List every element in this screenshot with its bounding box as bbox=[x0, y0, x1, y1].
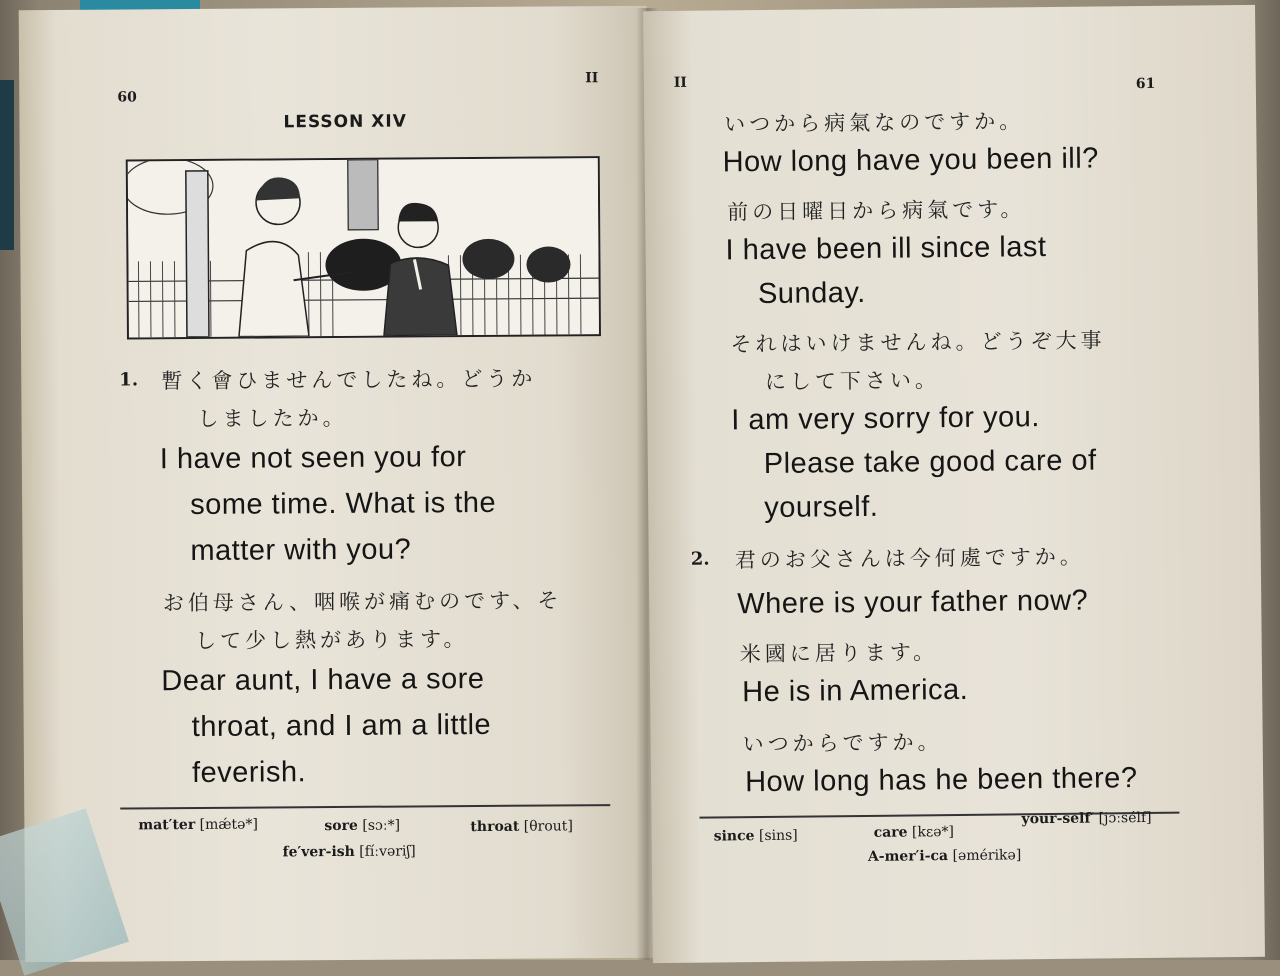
japanese-text: いつからですか。 bbox=[742, 730, 943, 757]
english-text: yourself. bbox=[764, 490, 879, 524]
lesson-title: LESSON XIV bbox=[283, 111, 407, 133]
vocab-entry: mat′ter [mǽtə*] bbox=[138, 816, 258, 834]
english-text: throat, and I am a little bbox=[191, 708, 492, 744]
japanese-text: 暫く會ひませんでしたね。どうか bbox=[161, 366, 537, 394]
section-marker: II bbox=[585, 70, 599, 87]
vocab-entry: your-self′ [jɔːsélf] bbox=[1021, 809, 1152, 828]
english-text: He is in America. bbox=[742, 673, 969, 709]
english-text: some time. What is the bbox=[190, 486, 497, 522]
japanese-text: して少し熱があります。 bbox=[195, 627, 469, 653]
japanese-text: いつから病氣なのですか。 bbox=[724, 109, 1025, 137]
japanese-text: 君のお父さんは今何處ですか。 bbox=[734, 544, 1085, 573]
english-text: Where is your father now? bbox=[737, 584, 1089, 621]
english-text: I have been ill since last bbox=[725, 231, 1047, 267]
japanese-text: 前の日曜日から病氣です。 bbox=[727, 197, 1026, 225]
page-number: 61 bbox=[1135, 75, 1156, 93]
english-text: I am very sorry for you. bbox=[731, 401, 1040, 437]
english-text: feverish. bbox=[191, 756, 307, 790]
japanese-text: 米國に居ります。 bbox=[739, 640, 939, 667]
vocab-entry: A-mer′i-ca [əmérikə] bbox=[867, 847, 1022, 865]
english-text: I have not seen you for bbox=[159, 441, 467, 476]
japanese-text: お伯母さん、咽喉が痛むのです、そ bbox=[162, 588, 563, 616]
cover-edge bbox=[0, 80, 14, 250]
divider bbox=[120, 804, 610, 809]
right-page bbox=[643, 5, 1265, 963]
english-text: How long have you been ill? bbox=[722, 142, 1100, 179]
vocab-entry: since [sins] bbox=[713, 827, 798, 845]
japanese-text: それはいけませんね。どうぞ大事 bbox=[730, 328, 1106, 357]
japanese-text: しましたか。 bbox=[197, 405, 348, 431]
illustration-drawing bbox=[128, 158, 599, 337]
section-marker: II bbox=[673, 74, 687, 91]
item-number: 2. bbox=[690, 548, 710, 570]
vocab-entry: fe′ver-ish [fíːvəriʃ] bbox=[282, 843, 416, 861]
item-number: 1. bbox=[119, 369, 139, 391]
english-text: Sunday. bbox=[757, 276, 866, 311]
english-text: matter with you? bbox=[190, 533, 412, 568]
english-text: Please take good care of bbox=[763, 444, 1097, 480]
left-page bbox=[19, 6, 654, 962]
page-number: 60 bbox=[117, 89, 137, 106]
japanese-text: にして下さい。 bbox=[764, 368, 941, 394]
vocab-entry: sore [sɔː*] bbox=[324, 817, 401, 835]
english-text: How long has he been there? bbox=[744, 762, 1138, 799]
lesson-illustration bbox=[126, 156, 601, 339]
vocab-entry: care [kɛə*] bbox=[873, 824, 955, 841]
vocab-entry: throat [θrout] bbox=[470, 818, 573, 836]
english-text: Dear aunt, I have a sore bbox=[161, 662, 485, 698]
